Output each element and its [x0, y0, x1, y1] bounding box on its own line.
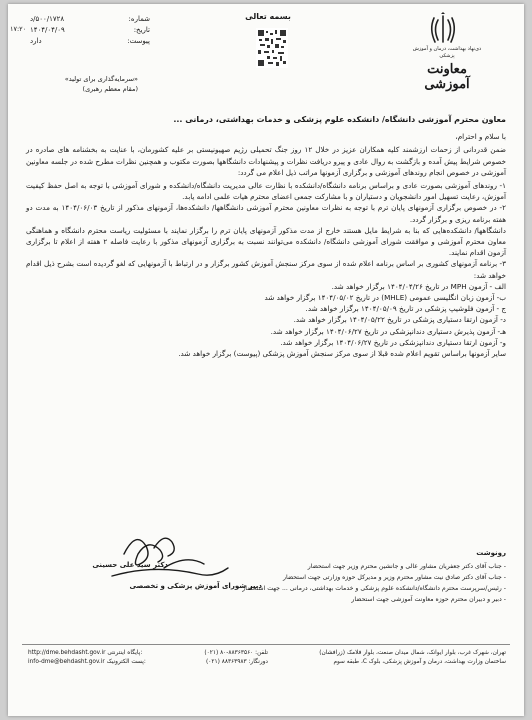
cc-item: - دبیر و دبیران محترم حوزه معاونت آموزشی جهت استحضار: [351, 596, 506, 603]
exam-line: الف - آزمون MPH در تاریخ ۱۴۰۴/۰۴/۲۶ برگزار خواهد شد.: [331, 281, 506, 291]
email-label: پست الکترونیک:: [106, 659, 146, 665]
leader-quote: [28, 74, 138, 94]
letter-page: [8, 4, 524, 716]
date-label: تاریخ:: [133, 26, 150, 34]
attachment-value: دارد: [30, 37, 42, 45]
phone-number: تلفن: ۸۸۳۶۳۵۶۰-۸۰ (۰۲۱): [204, 650, 268, 656]
cc-item: - رئیس/سرپرست محترم دانشگاه/دانشکده علوم پزشکی و خدمات بهداشتی، درمانی ... جهت استحضار: [242, 585, 506, 592]
deputy-name: معاونت آموزشی: [424, 62, 470, 92]
signatory-name: دکتر سید علی حسینی: [92, 561, 168, 569]
footer-address: [258, 649, 506, 667]
item-2: ۲- در خصوص برگزاری آزمونهای پایان ترم با توجه به نظرات معاونین محترم آموزشی دانشگاهها/ دانشکده‌ها، آزمونهای مذکور از تاریخ ۱۴۰۴/۰۶/۰۳ به مدت دو هفته برنامه ریزی و برگزار گردد.: [26, 203, 506, 224]
number-label: شماره:: [128, 15, 150, 23]
footer-divider: [22, 644, 510, 645]
qr-code-icon: [256, 28, 288, 68]
website-label: پایگاه اینترنتی:: [107, 650, 143, 656]
date-value: ۱۴۰۴/۰۴/۰۹: [30, 26, 65, 34]
attachment-label: پیوست:: [127, 37, 150, 45]
cc-item: - جناب آقای دکتر جعفریان مشاور عالی و جانشین محترم وزیر جهت استحضار: [307, 563, 506, 570]
iran-emblem-icon: [428, 12, 458, 46]
exam-line: سایر آزمونها براساس تقویم اعلام شده قبلا از سوی مرکز سنجش آموزش پزشکی (پیوست) برگزار خواهد شد.: [178, 349, 506, 359]
carbon-copy-list: [228, 548, 506, 605]
footer-phones: [158, 649, 268, 667]
cc-item: - جناب آقای دکتر صادق نیت مشاور محترم وزیر و مدیرکل حوزه وزارتی جهت استحضار: [282, 574, 506, 581]
quote-line-2: (مقام معظم رهبری): [82, 85, 138, 93]
quote-line-1: «سرمایه‌گذاری برای تولید»: [64, 75, 138, 83]
number-value: ۵۰۰/۱۷۲۸/د: [30, 15, 65, 23]
intro-paragraph: ضمن قدردانی از زحمات ارزشمند کلیه همکاران عزیز در خلال ۱۲ روز جنگ تحمیلی رژیم صهیونیستی بر علیه کشورمان، با عنایت به بخشنامه های صادره در خصوص شرایط پیش آمده و بازگشت به روال عادی و پیرو دریافت نظرات و پیشنهادات دانشگاهها بصورت مکتوب و همچنین نظرات مطرح شده در جلسه معاونین آموزشی در خصوص انجام روندهای آموزشی و برگزاری آزمونها مراتب ذیل اعلام می گردد:: [26, 145, 506, 177]
letter-subject: معاون محترم آموزشی دانشگاه/ دانشکده علوم پزشکی و خدمات بهداشتی، درمانی ...: [173, 115, 506, 124]
exam-line: و- آزمون ارتقا دستیاری دندانپزشکی در تاریخ ۱۴۰۴/۰۶/۲۷ برگزار خواهد شد.: [280, 337, 506, 347]
exam-line: ج - آزمون فلوشیپ پزشکی در تاریخ ۱۴۰۴/۰۵/۰۹ برگزار خواهد شد.: [305, 304, 506, 314]
footer-web: [28, 649, 148, 667]
greeting: با سلام و احترام،: [455, 132, 506, 142]
time-stamp: ۱۷:۲۰: [10, 25, 27, 33]
email-link[interactable]: info-dme@behdasht.gov.ir: [28, 659, 105, 665]
ministry-name: ذی‌نهاد بهداشت، درمان و آموزش پزشکی: [412, 46, 482, 59]
exam-line: د- آزمون ارتقا دستیاری پزشکی در تاریخ ۱۴۰۴/۰۵/۲۲ برگزار خواهد شد.: [293, 315, 506, 325]
item-1: ۱- روندهای آموزشی بصورت عادی و براساس برنامه دانشگاه/دانشکده با نظارت عالی مدیریت دانشگاه/دانشکده و شورای آموزشی با توجه به اصل حفظ کیفیت آموزش، رعایت تسهیل امور دانشجویان و دستیاران و با مشارکت جمعی اعضای محترم هیات علمی ادامه یابد.: [26, 181, 506, 202]
address-line-1: تهران، شهرک غرب، بلوار ایوانک، شمال میدان صنعت، بلوار فلامک (زرافشان): [319, 650, 506, 656]
item-3: ۳- برنامه آزمونهای کشوری بر اساس برنامه اعلام شده از سوی مرکز سنجش آموزش کشور برگزار و در ارتباط با آزمونهایی که لغو گردیده است بشرح ذیل اقدام خواهد شد:: [26, 259, 506, 280]
exam-line: ب- آزمون زبان انگلیسی عمومی (MHLE) در تاریخ ۱۴۰۴/۰۵/۰۲ برگزار خواهد شد: [264, 293, 506, 303]
cc-heading: رونوشت: [476, 549, 506, 557]
fax-number: دورنگار: ۸۸۳۶۳۹۸۳ (۰۲۱): [206, 659, 268, 665]
item-2-note: دانشگاهها/ دانشکده‌هایی که بنا به شرایط مایل هستند خارج از مدت مذکور آزمونهای پایان ترم را برگزار نمایند با مسئولیت ریاست محترم دانشگاه و هماهنگی معاون محترم آموزشی و موافقت شورای آموزشی دانشگاه/ دانشکده می‌توانند نسبت به برگزاری آزمونهای مذکور با رعایت فاصله ۲ هفته از اعلام تا برگزاری آزمون اقدام نمایند.: [26, 225, 506, 258]
exam-line: هـ- آزمون پذیرش دستیاری دندانپزشکی در تاریخ ۱۴۰۴/۰۶/۲۷ برگزار خواهد شد.: [270, 326, 506, 336]
address-line-2: ساختمان وزارت بهداشت، درمان و آموزش پزشکی، بلوک C، طبقه سوم: [333, 659, 506, 665]
letter-body: [26, 114, 506, 359]
website-link[interactable]: http://dme.behdasht.gov.ir: [28, 650, 106, 656]
letter-metadata: [30, 14, 150, 47]
signatory-title: دبیر شورای آموزش پزشکی و تخصصی: [129, 582, 262, 590]
bismillah-heading: بسمه تعالی: [245, 12, 291, 21]
